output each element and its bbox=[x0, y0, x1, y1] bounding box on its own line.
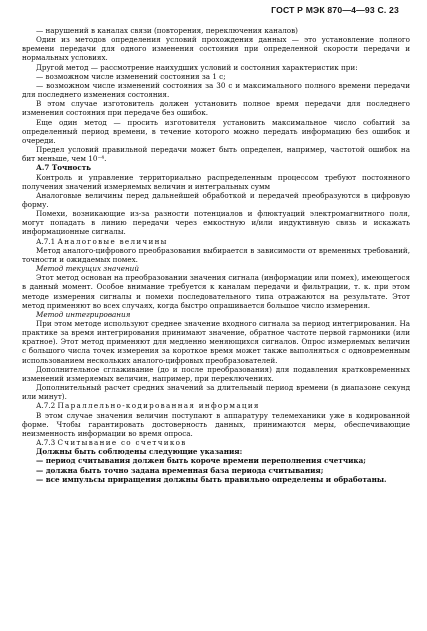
section-title: Аналоговые величины bbox=[57, 236, 168, 246]
section-title: Точность bbox=[51, 163, 92, 173]
document-body bbox=[22, 26, 410, 484]
section-heading bbox=[22, 438, 410, 447]
section-title: Параллельно-кодированная информация bbox=[57, 401, 260, 411]
section-number: А.7.1 bbox=[36, 236, 56, 246]
paragraph: Предел условий правильной передачи может быть определен, например, частотой ошибок на бит меньше, чем 10⁻⁴. bbox=[22, 145, 410, 164]
section-heading bbox=[22, 401, 410, 410]
list-item: — период считывания должен быть короче времени переполнения счетчика; bbox=[36, 456, 366, 466]
paragraph: Один из методов определения условий прохождения данных — это установление полного времени передачи для одного изменения состояния при определенной скорости передачи и нормальных условиях. bbox=[22, 35, 410, 63]
paragraph: — нарушений в каналах связи (повторения, переключения каналов) bbox=[36, 26, 298, 35]
section-number: А.7.3 bbox=[36, 438, 56, 448]
paragraph: В этом случае изготовитель должен установить полное время передачи для последнего изменения состояния при передаче без ошибок. bbox=[22, 99, 410, 118]
paragraph: Другой метод — рассмотрение наихудших условий и состояния характеристик при: bbox=[36, 62, 358, 72]
section-heading bbox=[22, 163, 410, 172]
list-item: — должна быть точно задана временная база периода считывания; bbox=[36, 465, 324, 475]
paragraph: Должны быть соблюдены следующие указания: bbox=[36, 447, 243, 457]
paragraph: Дополнительный расчет средних значений за длительный период времени (в диапазоне секунд или минут). bbox=[22, 383, 410, 402]
paragraph: Еще один метод — просить изготовителя установить максимальное число событий за определенный период времени, в течение которого можно передать информацию без ошибок и очереди. bbox=[22, 117, 410, 145]
paragraph: Аналоговые величины перед дальнейшей обработкой и передачей преобразуются в цифровую форму. bbox=[22, 190, 410, 209]
paragraph: Метод аналого-цифрового преобразования выбирается в зависимости от временных требований, точности и ожидаемых помех. bbox=[22, 245, 410, 264]
paragraph: В этом случае значения величин поступают в аппаратуру телемеханики уже в кодированной форме. Чтобы гарантировать достоверность данных, принимаются меры, обеспечивающие неизменность информации во время опроса. bbox=[22, 410, 410, 438]
list-item: — возможном числе изменений состояния за 1 с; bbox=[36, 71, 226, 81]
section-number: А.7.2 bbox=[36, 401, 56, 411]
section-title: Считывание со счетчиков bbox=[57, 438, 187, 448]
paragraph: Помехи, возникающие из-за разности потенциалов и флюктуаций электромагнитного поля, могут попадать в линию передачи через емкостную и/или индуктивную связь и искажать информационные сигналы. bbox=[22, 209, 410, 237]
subsection-heading: Метод текущих значений bbox=[36, 264, 139, 274]
page-header: ГОСТ Р МЭК 870—4—93 С. 23 bbox=[271, 5, 399, 15]
paragraph: При этом методе используют среднее значение входного сигнала за период интегрирования. На практике за время интегрирования принимают значение, обратное частоте первой гармоники (или кратное). Этот метод применяют для медленно меняющихся сигналов. Опрос измеряемых величин с большого числа точек измерения за короткое время может также выполняться с одновременным использованием нескольких аналого-цифровых преобразователей. bbox=[22, 319, 410, 365]
list-item: — возможном числе изменений состояния за 30 с и максимального полного времени передачи для последнего изменения состояния. bbox=[22, 80, 410, 100]
section-heading bbox=[22, 237, 410, 246]
paragraph: Контроль и управление территориально распределенным процессом требуют постоянного получения значений измеряемых величин и интегральных сумм bbox=[22, 172, 410, 191]
paragraph: Этот метод основан на преобразовании значения сигнала (информации или помех), имеющегося в данный момент. Особое внимание требуется к каналам передачи и фильтрации, т. к. при этом методе измерения сигналы и помехи последовательного типа отражаются на результате. Этот метод применяют во всех случаях, когда быстро опрашивается большое число измерения. bbox=[22, 273, 410, 310]
section-number: А.7 bbox=[36, 163, 50, 173]
list-item: — все импульсы приращения должны быть правильно определены и обработаны. bbox=[36, 474, 387, 484]
subsection-heading: Метод интегрирования bbox=[36, 309, 131, 319]
paragraph: Дополнительное сглаживание (до и после преобразования) для подавления кратковременных изменений измеряемых величин, например, при переключениях. bbox=[22, 364, 410, 383]
